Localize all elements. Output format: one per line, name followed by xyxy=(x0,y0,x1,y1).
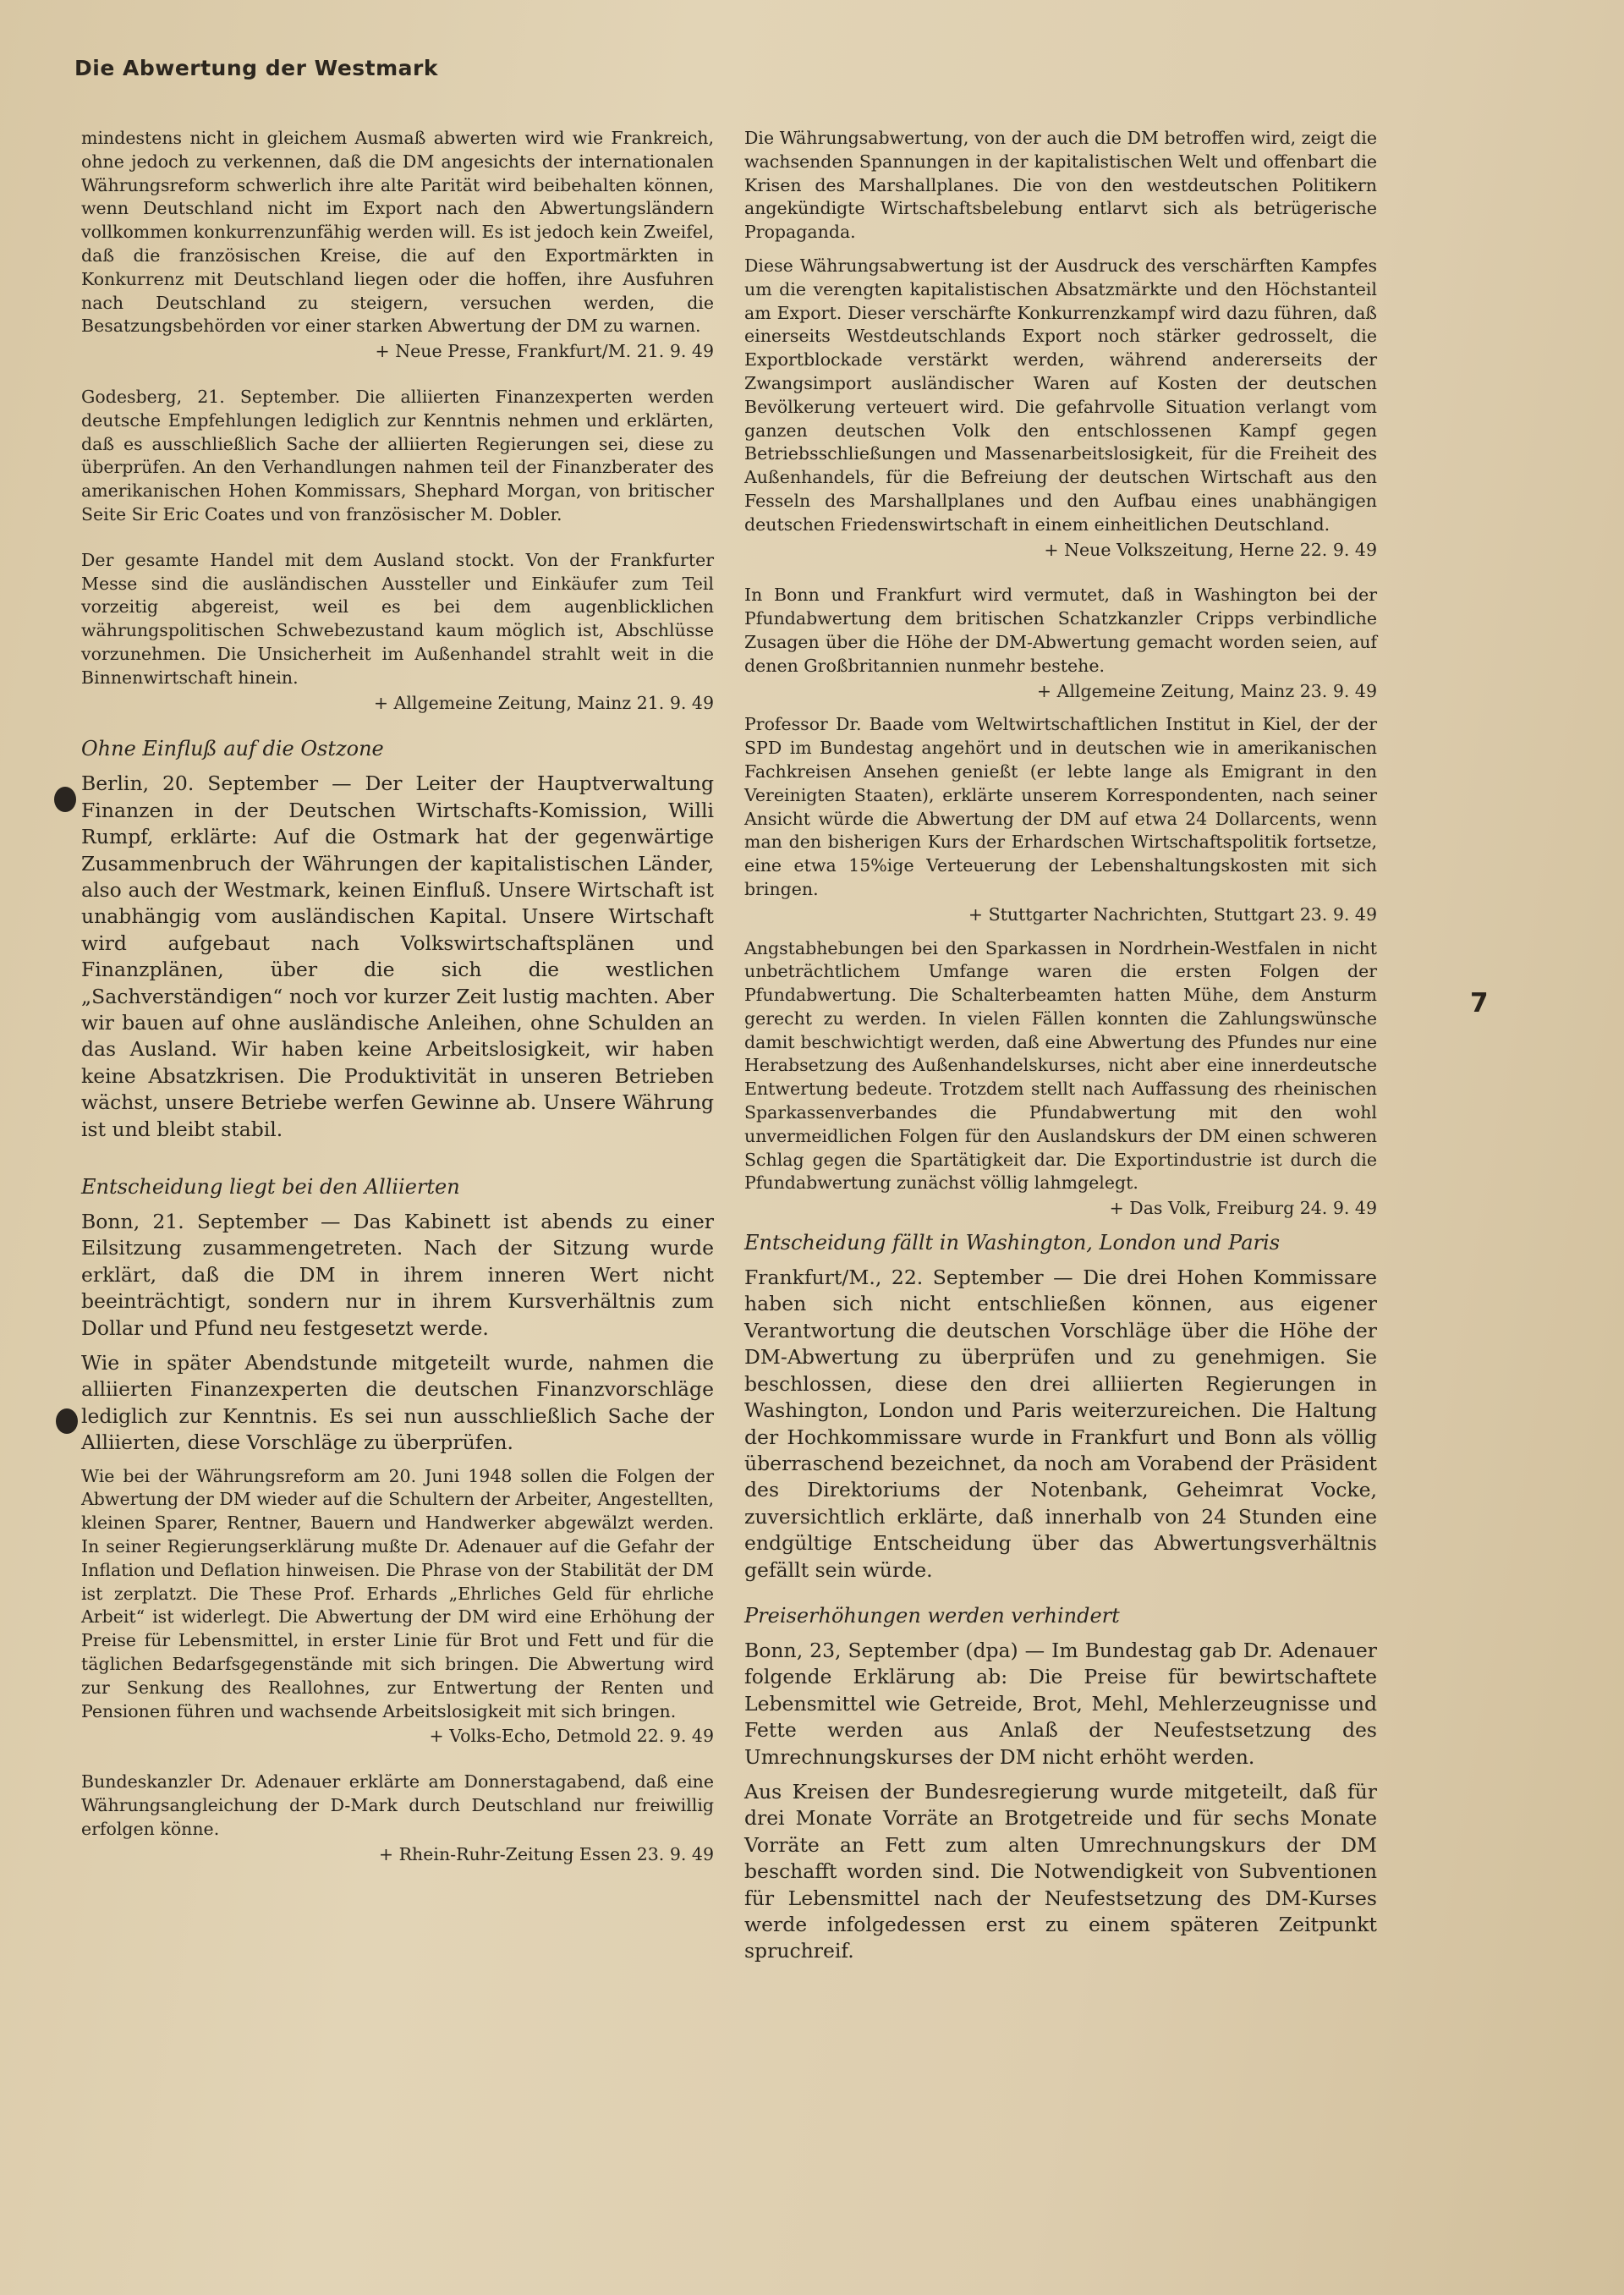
article-text xyxy=(744,1265,1377,1584)
article-body: Wie in später Abendstunde mitgeteilt wurde, nahmen die alliierten Finanzexperten die deutschen Finanzvorschläge lediglich zur Kenntnis. Es sei nun ausschließlich Sache der Alliierten, diese Vorschläge zu überprüfen. xyxy=(81,1351,714,1455)
section-heading: Entscheidung fällt in Washington, London und Paris xyxy=(744,1231,1281,1255)
article-body: Diese Währungsabwertung ist der Ausdruck des verschärften Kampfes um die verengten kapitalistischen Absatzmärkte und den Höchstanteil am Export. Dieser verschärfte Konkurrenzkampf wird dazu führen, daß einerseits Westdeutschlands Export noch stärker gedrosselt, die Exportblockade verstärkt werden, während andererseits der Zwangsimport ausländischer Waren auf Kosten der deutschen Bevölkerung verteuert wird. Die gefahrvolle Situation verlangt vom ganzen deutschen Volk den entschlossenen Kampf gegen Betriebsschließungen und Massenarbeitslosigkeit, für die Freiheit des Außenhandels, für die Befreiung der deutschen Wirtschaft aus den Fesseln des Marshallplanes und den Aufbau eines unabhängigen deutschen Friedenswirtschaft in einem einheitlichen Deutschland. xyxy=(744,255,1377,535)
article-body: Frankfurt/M., 22. September — Die drei Hohen Kommissare haben sich nicht entschließen können, aus eigener Verantwortung die deutschen Vorschläge über die Höhe der DM-Abwertung zu überprüfen und zu genehmigen. Sie beschlossen, diese den drei alliierten Regierungen in Washington, London und Paris weiterzureichen. Die Haltung der Hochkommissare wurde in Frankfurt und Bonn als völlig überraschend bezeichnet, da noch am Vorabend der Präsident des Direktoriums der Notenbank, Geheimrat Vocke, zuversichtlich erklärte, daß innerhalb von 24 Stunden eine endgültige Entscheidung über das Abwertungsverhältnis gefällt sein würde. xyxy=(744,1266,1377,1582)
article-source: + Neue Presse, Frankfurt/M. 21. 9. 49 xyxy=(375,341,714,362)
article-source: + Stuttgarter Nachrichten, Stuttgart 23. 9. 49 xyxy=(968,903,1377,925)
article-text xyxy=(81,549,714,716)
article-text xyxy=(81,1209,714,1342)
article-body: Godesberg, 21. September. Die alliierten Finanzexperten werden deutsche Empfehlungen lediglich zur Kenntnis nehmen und erklärten, daß es ausschließlich Sache der alliierten Regierungen sei, diese zu überprüfen. An den Verhandlungen nahmen teil der Finanzberater des amerikanischen Hohen Kommissars, Shephard Morgan, von britischer Seite Sir Eric Coates und von französischer M. Dobler. xyxy=(81,386,714,524)
article-body: mindestens nicht in gleichem Ausmaß abwerten wird wie Frankreich, ohne jedoch zu verkennen, daß die DM angesichts der internationalen Währungsreform schwerlich ihre alte Parität wird beibehalten können, wenn Deutschland nicht im Export nach den Abwertungsländern vollkommen konkurrenzunfähig werden will. Es ist jedoch kein Zweifel, daß die französischen Kreise, die auf den Exportmärkten in Konkurrenz mit Deutschland liegen oder die hoffen, ihre Ausfuhren nach Deutschland zu steigern, versuchen werden, die Besatzungsbehörden vor einer starken Abwertung der DM zu warnen. xyxy=(81,128,714,337)
article-body: Bonn, 21. September — Das Kabinett ist abends zu einer Eilsitzung zusammengetreten. Nach der Sitzung wurde erklärt, daß die DM in ihrem inneren Wert nicht beeinträchtigt, sondern nur in ihrem Kursverhältnis zum Dollar und Pfund neu festgesetzt werde. xyxy=(81,1210,714,1340)
article-body: Angstabhebungen bei den Sparkassen in Nordrhein-Westfalen in nicht unbeträchtlichem Umfange waren die ersten Folgen der Pfundabwertung. Die Schalterbeamten hatten Mühe, dem Ansturm gerecht zu werden. In vielen Fällen konnten die Zahlungswünsche damit beschwichtigt werden, daß eine Abwertung des Pfundes nur eine Herabsetzung des Außenhandelskurses, nicht aber eine innerdeutsche Entwertung bedeute. Trotzdem stellt nach Auffassung des rheinischen Sparkassenverbandes die Pfundabwertung mit den wohl unvermeidlichen Folgen für den Auslandskurs der DM einen schweren Schlag gegen die Spartätigkeit dar. Die Exportindustrie ist durch die Pfundabwertung zunächst völlig lahmgelegt. xyxy=(744,937,1377,1194)
article-body: In Bonn und Frankfurt wird vermutet, daß in Washington bei der Pfundabwertung dem britischen Schatzkanzler Cripps verbindliche Zusagen über die Höhe der DM-Abwertung gemacht worden seien, auf denen Großbritannien nunmehr bestehe. xyxy=(744,585,1377,676)
article-body: Wie bei der Währungsreform am 20. Juni 1948 sollen die Folgen der Abwertung der DM wieder auf die Schultern der Arbeiter, Angestellten, kleinen Sparer, Rentner, Bauern und Handwerker abgewälzt werden. In seiner Regierungserklärung mußte Dr. Adenauer auf die Gefahr der Inflation und Deflation hinweisen. Die Phrase von der Stabilität der DM ist zerplatzt. Die These Prof. Erhards „Ehrliches Geld für ehrliche Arbeit“ ist widerlegt. Die Abwertung der DM wird eine Erhöhung der Preise für Lebensmittel, in erster Linie für Brot und Fett und für die täglichen Bedarfsgegenstände mit sich bringen. Die Abwertung wird zur Senkung des Reallohnes, zur Entwertung der Renten und Pensionen führen und wachsende Arbeitslosigkeit mit sich bringen. xyxy=(81,1465,714,1721)
right-column xyxy=(744,127,1377,1974)
article-body: Aus Kreisen der Bundesregierung wurde mitgeteilt, daß für drei Monate Vorräte an Brotgetreide und für sechs Monate Vorräte an Fett zum alten Umrechnungskurs der DM beschafft worden sind. Die Notwendigkeit von Subventionen für Lebensmittel nach der Neufestsetzung des DM-Kurses werde infolgedessen erst zu einem späteren Zeitpunkt spruchreif. xyxy=(744,1779,1377,1963)
article-body: Die Währungsabwertung, von der auch die DM betroffen wird, zeigt die wachsenden Spannungen in der kapitalistischen Welt und offenbart die Krisen des Marshallplanes. Die von den westdeutschen Politikern angekündigte Wirtschaftsbelebung entlarvt sich als betrügerische Propaganda. xyxy=(744,128,1377,243)
article-text xyxy=(744,1779,1377,1965)
section-heading: Entscheidung liegt bei den Alliierten xyxy=(81,1175,460,1200)
article-text xyxy=(744,127,1377,244)
article-text xyxy=(744,713,1377,926)
punch-hole xyxy=(56,1408,78,1434)
section-heading: Ohne Einfluß auf die Ostzone xyxy=(81,737,384,761)
article-text xyxy=(81,1465,714,1749)
article-source: + Das Volk, Freiburg 24. 9. 49 xyxy=(1109,1198,1377,1219)
article-source: + Rhein-Ruhr-Zeitung Essen 23. 9. 49 xyxy=(378,1843,714,1864)
article-text xyxy=(744,1638,1377,1771)
article-text xyxy=(81,127,714,364)
article-text xyxy=(81,1771,714,1866)
article-body: Bundeskanzler Dr. Adenauer erklärte am Donnerstagabend, daß eine Währungsangleichung der D-Mark durch Deutschland nur freiwillig erfolgen könne. xyxy=(81,1771,714,1839)
article-text xyxy=(81,1350,714,1457)
article-source: + Volks-Echo, Detmold 22. 9. 49 xyxy=(429,1726,714,1747)
page-number: 7 xyxy=(1470,988,1489,1018)
left-column xyxy=(81,127,714,1876)
article-text xyxy=(744,255,1377,562)
article-text xyxy=(81,386,714,527)
article-source: + Allgemeine Zeitung, Mainz 21. 9. 49 xyxy=(373,692,714,713)
article-source: + Neue Volkszeitung, Herne 22. 9. 49 xyxy=(1044,539,1377,560)
punch-hole xyxy=(54,787,76,812)
article-source: + Allgemeine Zeitung, Mainz 23. 9. 49 xyxy=(1036,680,1377,701)
page-header: Die Abwertung der Westmark xyxy=(74,56,438,80)
section-heading: Preiserhöhungen werden verhindert xyxy=(744,1603,1120,1628)
article-body: Der gesamte Handel mit dem Ausland stockt. Von der Frankfurter Messe sind die ausländischen Aussteller und Einkäufer zum Teil vorzeitig abgereist, weil es bei dem augenblicklichen währungspolitischen Schwebezustand kaum möglich ist, Abschlüsse vorzunehmen. Die Unsicherheit im Außenhandel strahlt weit in die Binnenwirtschaft hinein. xyxy=(81,549,714,688)
article-text xyxy=(81,771,714,1143)
article-text xyxy=(744,584,1377,703)
article-text xyxy=(744,937,1377,1222)
article-body: Professor Dr. Baade vom Weltwirtschaftlichen Institut in Kiel, der der SPD im Bundestag angehört und in deutschen wie in amerikanischen Fachkreisen Ansehen genießt (er lebte lange als Emigrant in den Vereinigten Staaten), erklärte unserem Korrespondenten, nach seiner Ansicht würde die Abwertung der DM auf etwa 24 Dollarcents, wenn man den bisherigen Kurs der Erhardschen Wirtschaftspolitik fortsetze, eine etwa 15%ige Verteuerung der Lebenshaltungskosten mit sich bringen. xyxy=(744,714,1377,899)
article-body: Berlin, 20. September — Der Leiter der Hauptverwaltung Finanzen in der Deutschen Wirtschafts-Komission, Willi Rumpf, erklärte: Auf die Ostmark hat der gegenwärtige Zusammenbruch der Währungen der kapitalistischen Länder, also auch der Westmark, keinen Einfluß. Unsere Wirtschaft ist unabhängig vom ausländischen Kapital. Unsere Wirtschaft wird aufgebaut nach Volkswirtschaftsplänen und Finanzplänen, über die sich die westlichen „Sachverständigen“ noch vor kurzer Zeit lustig machten. Aber wir bauen auf ohne ausländische Anleihen, ohne Schulden an das Ausland. Wir haben keine Arbeitslosigkeit, wir haben keine Absatzkrisen. Die Produktivität in unseren Betrieben wächst, unsere Betriebe werfen Gewinne ab. Unsere Währung ist und bleibt stabil. xyxy=(81,771,714,1141)
article-body: Bonn, 23, September (dpa) — Im Bundestag gab Dr. Adenauer folgende Erklärung ab: Die Preise für bewirtschaftete Lebensmittel wie Getreide, Brot, Mehl, Mehlerzeugnisse und Fette werden aus Anlaß der Neufestsetzung des Umrechnungskurses der DM nicht erhöht werden. xyxy=(744,1638,1377,1769)
